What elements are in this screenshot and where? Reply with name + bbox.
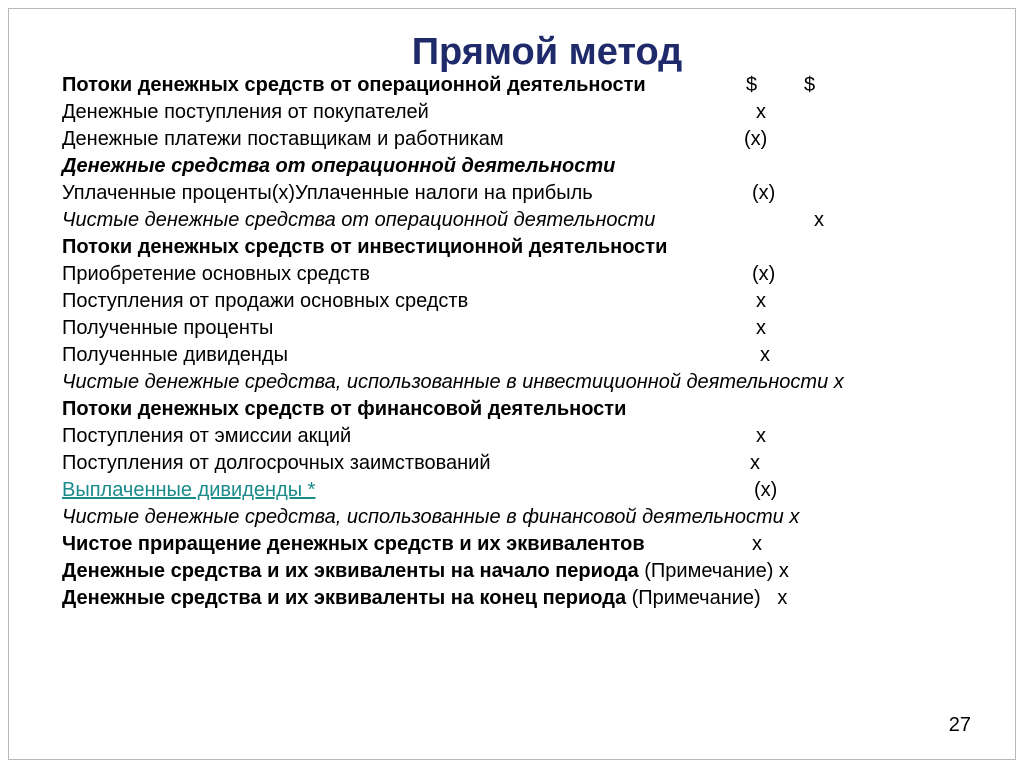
row-cash-from-customers [62,100,766,124]
row-share-issue-proceeds [62,424,766,448]
row-value: x [752,533,762,555]
row-purchase-of-ppe [62,262,776,286]
row-label: Поступления от эмиссии акций [62,425,352,447]
row-value: (x) [744,128,768,150]
row-value: x [756,425,766,447]
row-label: Полученные проценты [62,317,274,339]
row-net-cash-investing [62,370,844,394]
row-proceeds-from-ppe [62,289,766,313]
row-label: Потоки денежных средств от финансовой деятельности [62,398,627,420]
row-label: Приобретение основных средств [62,263,370,285]
row-interest-and-taxes [62,181,776,205]
row-value: (x) [754,479,778,501]
row-value: x [760,344,770,366]
row-label: Потоки денежных средств от операционной деятельности [62,74,646,96]
row-note: (Примечание) x [644,560,789,582]
row-cash-from-operations [62,154,615,178]
row-label: Чистые денежные средства, использованные в финансовой деятельности x [62,506,800,528]
row-net-cash-financing [62,505,799,529]
row-label: Чистое приращение денежных средств и их эквивалентов [62,533,645,555]
row-label: Денежные средства и их эквиваленты на начало периода [62,560,639,582]
row-cash-ending [62,586,787,610]
row-label: Поступления от продажи основных средств [62,290,469,312]
row-value: x [756,101,766,123]
row-value: x [756,317,766,339]
row-cash-beginning [62,559,789,583]
row-value: x [756,290,766,312]
currency-col-1: $ [746,74,758,96]
row-operating-header [62,73,816,97]
row-label: Чистые денежные средства, использованные в инвестиционной деятельности x [62,371,844,393]
row-label: Денежные средства и их эквиваленты на конец периода [62,587,627,609]
row-label: Денежные платежи поставщикам и работникам [62,128,504,150]
row-net-increase-in-cash [62,532,762,556]
row-value: (x) [752,263,776,285]
row-dividends-paid [62,478,778,502]
row-payments-to-suppliers [62,127,768,151]
row-value: (x) [752,182,776,204]
row-label: Уплаченные проценты(x)Уплаченные налоги на прибыль [62,182,593,204]
row-note: (Примечание) x [631,587,788,609]
row-financing-header [62,397,626,421]
row-label: Чистые денежные средства от операционной деятельности [62,209,656,231]
page-number: 27 [948,714,971,736]
row-label: Потоки денежных средств от инвестиционной деятельности [62,236,668,258]
row-label: Полученные дивиденды [62,344,288,366]
row-net-cash-operating [62,208,824,232]
slide-title: Прямой метод [411,31,683,73]
row-dividends-received [62,343,770,367]
row-investing-header [62,235,667,259]
row-value: x [750,452,760,474]
row-value: x [814,209,824,231]
row-long-term-borrowings [62,451,760,475]
currency-col-2: $ [804,74,816,96]
slide [8,8,1016,760]
row-interest-received [62,316,766,340]
dividends-paid-link[interactable]: Выплаченные дивиденды * [62,479,316,501]
row-label: Денежные средства от операционной деятельности [62,155,616,177]
row-label: Поступления от долгосрочных заимствований [62,452,491,474]
row-label: Денежные поступления от покупателей [62,101,429,123]
